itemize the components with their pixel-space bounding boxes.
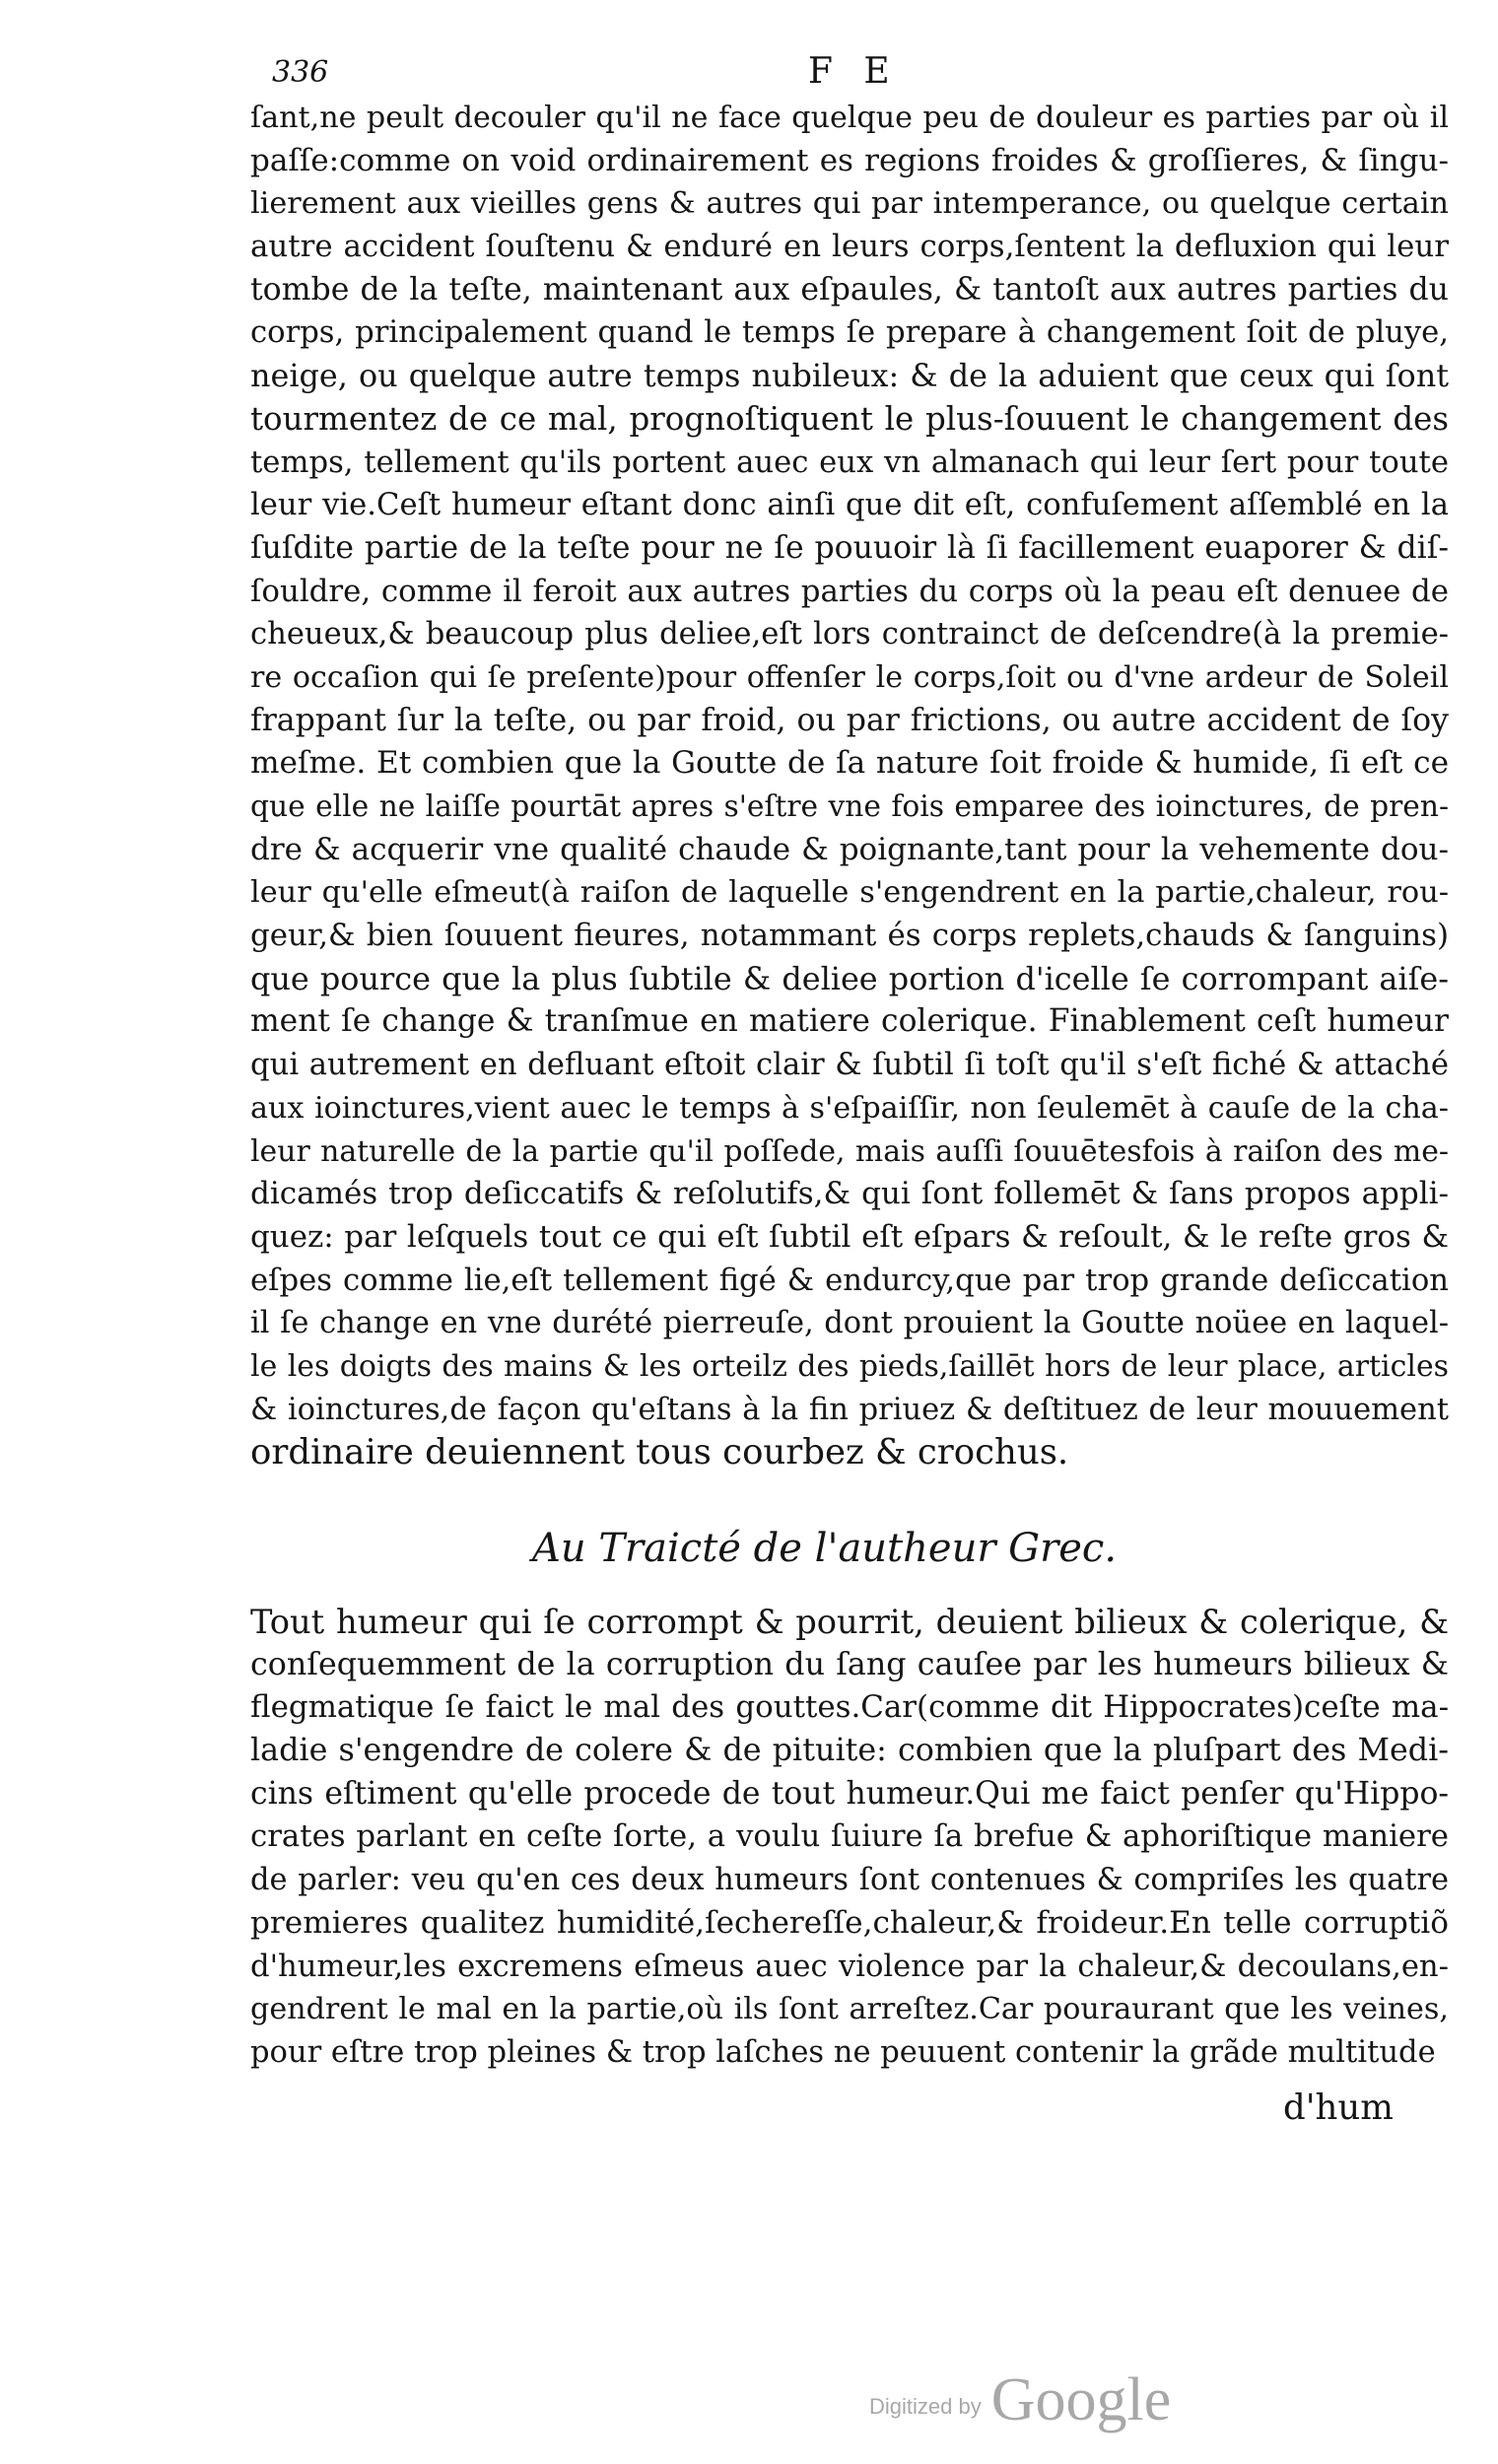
text-line: dre & acquerir vne qualité chaude & poignante,tant pour la vehemente dou- <box>250 831 1449 867</box>
text-line: & ioinctures,de façon qu'eſtans à la fin priuez & deſtituez de leur mouuement <box>250 1392 1449 1427</box>
text-line: eſpes comme lie,eſt tellement figé & endurcy,que par trop grande deſiccation <box>250 1263 1449 1298</box>
text-line: conſequemment de la corruption du ſang cauſee par les humeurs bilieux & <box>250 1646 1449 1682</box>
running-head: F E <box>808 51 900 92</box>
text-line: aux ioinctures,vient auec le temps à s'eſpaiſſir, non ſeulemēt à cauſe de la cha- <box>250 1090 1449 1126</box>
text-line: que elle ne laiſſe pourtāt apres s'eſtre vne fois emparee des ioinctures, de pren- <box>250 789 1449 824</box>
text-line: cins eſtiment qu'elle procede de tout humeur.Qui me faict penſer qu'Hippo- <box>250 1775 1449 1812</box>
text-line: le les doigts des mains & les orteilz des pieds,ſaillēt hors de leur place, articles <box>250 1348 1449 1384</box>
text-line: il ſe change en vne durété pierreuſe, dont prouient la Goutte noüee en laquel- <box>250 1306 1449 1341</box>
text-line: Tout humeur qui ſe corrompt & pourrit, deuient bilieux & colerique, & <box>250 1603 1449 1641</box>
text-line: paſſe:comme on void ordinairement es regions froides & groſſieres, & ſingu- <box>250 142 1449 178</box>
text-line: de parler: veu qu'en ces deux humeurs ſont contenues & compriſes les quatre <box>250 1863 1449 1898</box>
text-line: crates parlant en ceſte ſorte, a voulu ſuiure ſa brefue & aphoriſtique maniere <box>250 1818 1449 1855</box>
text-line: corps, principalement quand le temps ſe prepare à changement ſoit de pluye, <box>250 315 1449 351</box>
text-line: qui autrement en defluant eſtoit clair & ſubtil ſi toſt qu'il s'eſt fiché & attaché <box>250 1048 1449 1083</box>
text-line: ordinaire deuiennent tous courbez & crochus. <box>250 1432 1069 1473</box>
catchword: d'hum <box>1283 2088 1394 2128</box>
paragraph-greek-author <box>250 1601 1449 2075</box>
text-line: tourmentez de ce mal, prognoſtiquent le plus-ſouuent le changement des <box>250 399 1449 438</box>
text-line: ſuſdite partie de la teſte pour ne ſe pouuoir là ſi facillement euaporer & diſ- <box>250 529 1449 566</box>
text-line: meſme. Et combien que la Goutte de ſa nature ſoit froide & humide, ſi eſt ce <box>250 745 1449 782</box>
text-line: pour eſtre trop pleines & trop laſches ne peuuent contenir la grãde multitude <box>250 2034 1436 2070</box>
text-line: cheueux,& beaucoup plus deliee,eſt lors contrainct de deſcendre(à la premie- <box>250 617 1449 652</box>
text-line: ladie s'engendre de colere & de pituite: combien que la pluſpart des Medi- <box>250 1733 1449 1769</box>
text-line: gendrent le mal en la partie,où ils ſont arreſtez.Car pouraurant que les veines, <box>250 1992 1449 2027</box>
text-line: ment ſe change & tranſmue en matiere colerique. Finablement ceſt humeur <box>250 1003 1449 1040</box>
text-line: lierement aux vieilles gens & autres qui par intemperance, ou quelque certain <box>250 186 1449 222</box>
text-line: leur vie.Ceſt humeur eſtant donc ainſi que dit eſt, confuſement aſſemblé en la <box>250 488 1449 523</box>
page-number: 336 <box>272 55 329 90</box>
paragraph-commentary <box>250 97 1449 1474</box>
digitized-by-google-watermark <box>869 2365 1171 2435</box>
text-line: flegmatique ſe faict le mal des gouttes.Car(comme dit Hippocrates)ceſte ma- <box>250 1689 1449 1726</box>
text-line: ſouldre, comme il feroit aux autres parties du corps où la peau eſt denuee de <box>250 573 1449 609</box>
text-line: que pource que la plus ſubtile & deliee portion d'icelle ſe corrompant aiſe- <box>250 959 1449 997</box>
text-line: leur qu'elle eſmeut(à raiſon de laquelle s'engendrent en la partie,chaleur, rou- <box>250 875 1449 911</box>
text-line: temps, tellement qu'ils portent auec eux vn almanach qui leur ſert pour toute <box>250 445 1449 480</box>
text-line: ſant,ne peult decouler qu'il ne face quelque peu de douleur es parties par où il <box>250 101 1449 135</box>
text-line: quez: par leſquels tout ce qui eſt ſubtil eſt eſpars & reſoult, & le reſte gros & <box>250 1218 1449 1255</box>
text-line: re occaſion qui ſe preſente)pour offenſer le corps,ſoit ou d'vne ardeur de Soleil <box>250 659 1449 695</box>
watermark-prefix: Digitized by <box>869 2394 982 2419</box>
text-line: tombe de la teſte, maintenant aux eſpaules, & tantoſt aux autres parties du <box>250 271 1449 308</box>
section-heading: Au Traicté de l'autheur Grec. <box>532 1526 1118 1571</box>
text-line: frappant ſur la teſte, ou par froid, ou par frictions, ou autre accident de ſoy <box>250 702 1449 738</box>
text-line: geur,& bien ſouuent fieures, notammant és corps replets,chauds & ſanguins) <box>250 918 1449 954</box>
text-line: autre accident ſouſtenu & enduré en leurs corps,ſentent la defluxion qui leur <box>250 229 1449 265</box>
text-line: premieres qualitez humidité,ſechereſſe,chaleur,& froideur.En telle corruptiõ <box>250 1904 1449 1941</box>
text-line: leur naturelle de la partie qu'il poſſede, mais auſſi ſouuētesfois à raiſon des me- <box>250 1133 1449 1169</box>
text-line: d'humeur,les excremens eſmeus auec violence par la chaleur,& decoulans,en- <box>250 1949 1449 1984</box>
text-line: neige, ou quelque autre temps nubileux: & de la aduient que ceux qui ſont <box>250 357 1449 395</box>
text-line: dicamés trop deſiccatifs & reſolutifs,& qui ſont follemēt & ſans propos appli- <box>250 1176 1449 1212</box>
watermark-brand: Google <box>990 2366 1172 2433</box>
